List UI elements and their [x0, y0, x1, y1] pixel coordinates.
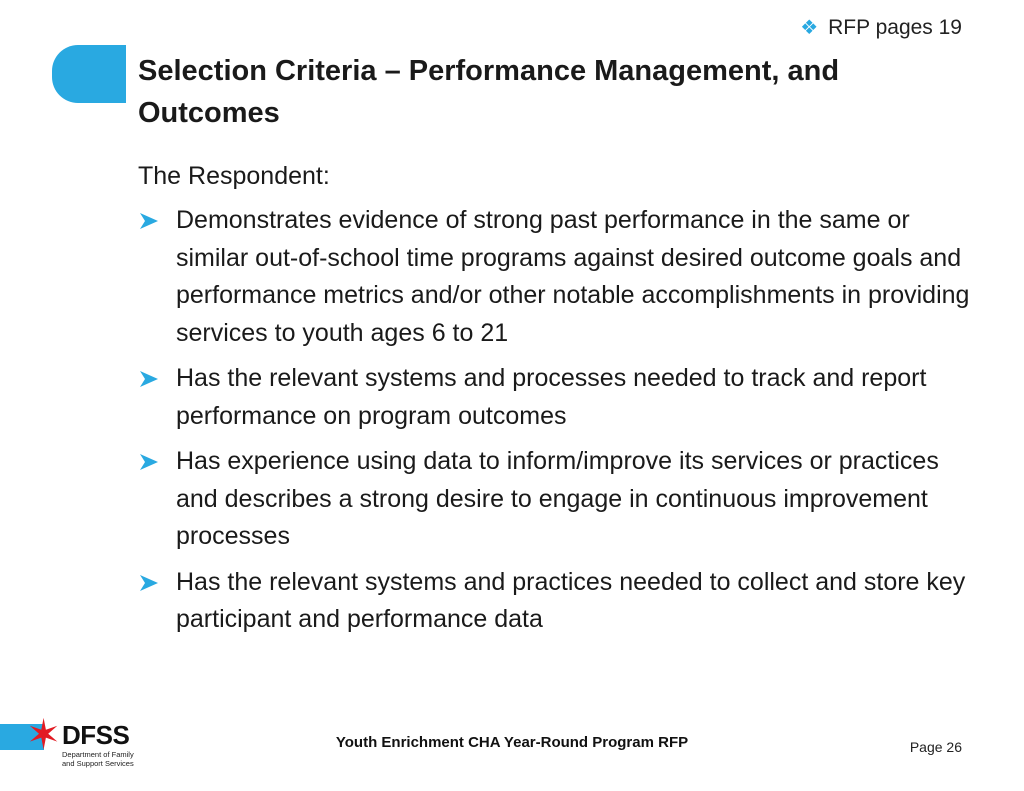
rfp-page-reference	[800, 16, 962, 40]
arrow-bullet-icon	[138, 573, 160, 593]
logo-subtext: Department of Family and Support Services	[62, 750, 134, 768]
criteria-item	[138, 443, 978, 556]
arrow-bullet-icon	[138, 369, 160, 389]
title-accent-tab	[52, 45, 126, 103]
criteria-item	[138, 202, 978, 352]
criteria-item-text: Demonstrates evidence of strong past performance in the same or similar out-of-school time programs against desired outcome goals and performance metrics and/or other notable accomplishments in providing services to youth ages 6 to 21	[176, 206, 970, 347]
criteria-item-text: Has the relevant systems and processes needed to track and report performance on program outcomes	[176, 364, 927, 430]
logo-text: DFSS	[62, 720, 130, 750]
criteria-item-text: Has the relevant systems and practices needed to collect and store key participant and performance data	[176, 567, 966, 633]
star-icon: ✶	[26, 711, 62, 758]
slide-title: Selection Criteria – Performance Management, and Outcomes	[138, 55, 840, 129]
footer-title: Youth Enrichment CHA Year-Round Program RFP	[335, 734, 689, 751]
rfp-page-reference-text: RFP pages 19	[828, 16, 962, 39]
intro-text: The Respondent:	[138, 162, 330, 190]
criteria-list	[138, 202, 978, 647]
page-number: Page 26	[909, 739, 962, 755]
arrow-bullet-icon	[138, 452, 160, 472]
diamond-cluster-icon: ❖	[800, 17, 819, 39]
criteria-item	[138, 360, 978, 435]
criteria-item-text: Has experience using data to inform/improve its services or practices and describes a strong desire to engage in continuous improvement processes	[176, 447, 939, 550]
arrow-bullet-icon	[138, 211, 160, 231]
criteria-item	[138, 564, 978, 639]
